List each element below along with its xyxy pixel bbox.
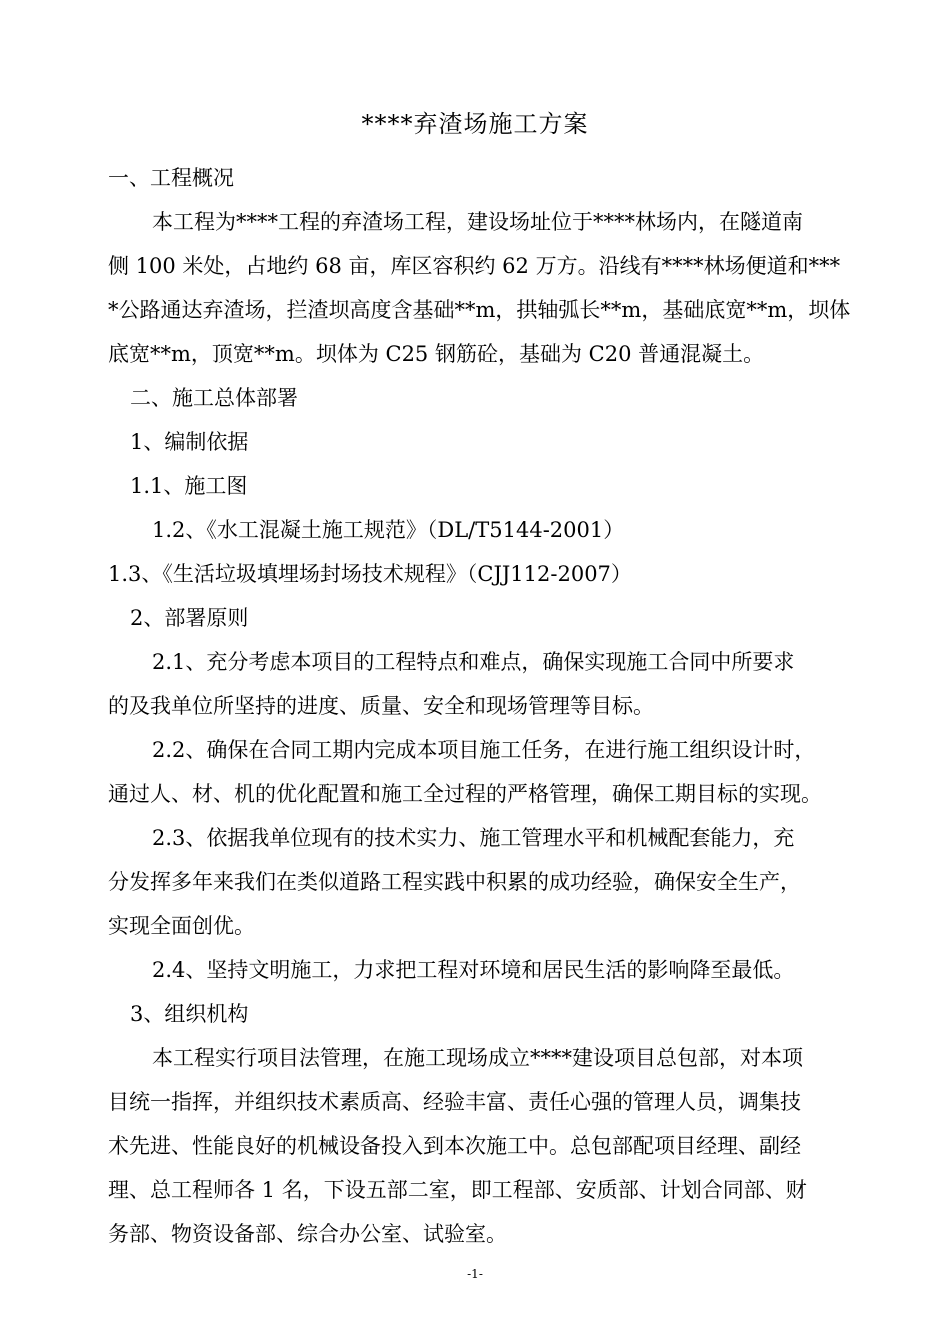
section-heading-overview: 一、工程概况 bbox=[108, 166, 234, 190]
paragraph-line: 理、总工程师各 1 名，下设五部二室，即工程部、安质部、计划合同部、财 bbox=[108, 1178, 807, 1202]
paragraph-line: 通过人、材、机的优化配置和施工全过程的严格管理，确保工期目标的实现。 bbox=[108, 782, 822, 806]
list-item: 1.2、《水工混凝土施工规范》（DL/T5144-2001） bbox=[152, 518, 625, 542]
paragraph-line: 本工程为****工程的弃渣场工程，建设场址位于****林场内，在隧道南 bbox=[152, 210, 803, 234]
section-heading-deployment: 二、施工总体部署 bbox=[130, 386, 298, 410]
document-body bbox=[108, 156, 860, 1256]
paragraph-line: 2.4、坚持文明施工，力求把工程对环境和居民生活的影响降至最低。 bbox=[152, 958, 795, 982]
paragraph-line: 2.2、确保在合同工期内完成本项目施工任务，在进行施工组织设计时， bbox=[152, 738, 816, 762]
paragraph-line: 的及我单位所坚持的进度、质量、安全和现场管理等目标。 bbox=[108, 694, 654, 718]
subsection-heading-basis: 1、编制依据 bbox=[130, 430, 249, 454]
paragraph-line: 本工程实行项目法管理，在施工现场成立****建设项目总包部，对本项 bbox=[152, 1046, 803, 1070]
paragraph-line: 侧 100 米处，占地约 68 亩，库区容积约 62 万方。沿线有****林场便道和*** bbox=[108, 254, 841, 278]
document-title: ****弃渣场施工方案 bbox=[361, 110, 589, 138]
paragraph-line: 分发挥多年来我们在类似道路工程实践中积累的成功经验，确保安全生产， bbox=[108, 870, 801, 894]
page-number: -1- bbox=[467, 1267, 483, 1281]
paragraph-line: 目统一指挥，并组织技术素质高、经验丰富、责任心强的管理人员，调集技 bbox=[108, 1090, 801, 1114]
paragraph-line: 2.3、依据我单位现有的技术实力、施工管理水平和机械配套能力，充 bbox=[152, 826, 795, 850]
paragraph-line: 术先进、性能良好的机械设备投入到本次施工中。总包部配项目经理、副经 bbox=[108, 1134, 801, 1158]
list-item: 1.1、施工图 bbox=[130, 474, 248, 498]
paragraph-line: 实现全面创优。 bbox=[108, 914, 255, 938]
paragraph-line: *公路通达弃渣场，拦渣坝高度含基础**m，拱轴弧长**m，基础底宽**m，坝体 bbox=[108, 298, 851, 322]
subsection-heading-organization: 3、组织机构 bbox=[130, 1002, 249, 1026]
subsection-heading-principles: 2、部署原则 bbox=[130, 606, 249, 630]
paragraph-line: 2.1、充分考虑本项目的工程特点和难点，确保实现施工合同中所要求 bbox=[152, 650, 795, 674]
paragraph-line: 务部、物资设备部、综合办公室、试验室。 bbox=[108, 1222, 507, 1246]
paragraph-line: 底宽**m，顶宽**m。坝体为 C25 钢筋砼，基础为 C20 普通混凝土。 bbox=[108, 342, 765, 366]
list-item: 1.3、《生活垃圾填埋场封场技术规程》（CJJ112-2007） bbox=[108, 562, 632, 586]
